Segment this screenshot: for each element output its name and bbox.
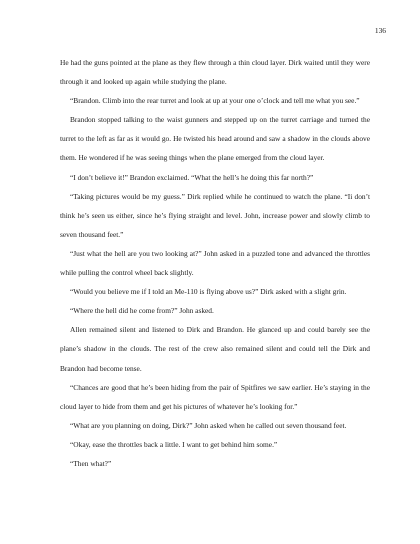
paragraph: “Just what the hell are you two looking at?” John asked in a puzzled tone and advanced the throttles while pulling the control wheel back slightly. [60,248,370,278]
paragraph: “Then what?” [70,458,112,468]
page-number: 136 [374,26,386,35]
body-text [60,53,370,473]
paragraph: He had the guns pointed at the plane as they flew through a thin cloud layer. Dirk waited until they were through it and looked up again while studying the plane. [60,58,370,87]
paragraph: “Where the hell did he come from?” John asked. [70,306,214,316]
paragraph: “I don’t believe it!” Brandon exclaimed. “What the hell’s he doing this far north?” [70,172,314,182]
paragraph: Allen remained silent and listened to Dirk and Brandon. He glanced up and could barely see the plane’s shadow in the clouds. The rest of the crew also remained silent and could tell the Dirk and Brandon had become tense. [60,325,370,373]
paragraph: “Chances are good that he’s been hiding from the pair of Spitfires we saw earlier. He’s staying in the cloud layer to hide from them and get his pictures of whatever he’s looking for.” [60,382,370,411]
paragraph: Brandon stopped talking to the waist gunners and stepped up on the turret carriage and turned the turret to the left as far as it would go. He twisted his head around and saw a shadow in the clouds above them. He wondered if he was seeing things when the plane emerged from the cloud layer. [60,115,370,163]
paragraph: “What are you planning on doing, Dirk?” John asked when he called out seven thousand feet. [70,420,347,430]
paragraph: “Okay, ease the throttles back a little. I want to get behind him some.” [70,439,278,449]
paragraph: “Would you believe me if I told an Me-110 is flying above us?” Dirk asked with a slight grin. [70,287,347,297]
paragraph: “Brandon. Climb into the rear turret and look at up at your one o’clock and tell me what you see.” [70,96,360,106]
paragraph: “Taking pictures would be my guess.” Dirk replied while he continued to watch the plane. “Ii don’t think he’s seen us either, since he’s flying straight and level. John, increase power and slowly climb to seven thousand feet.” [60,191,370,239]
